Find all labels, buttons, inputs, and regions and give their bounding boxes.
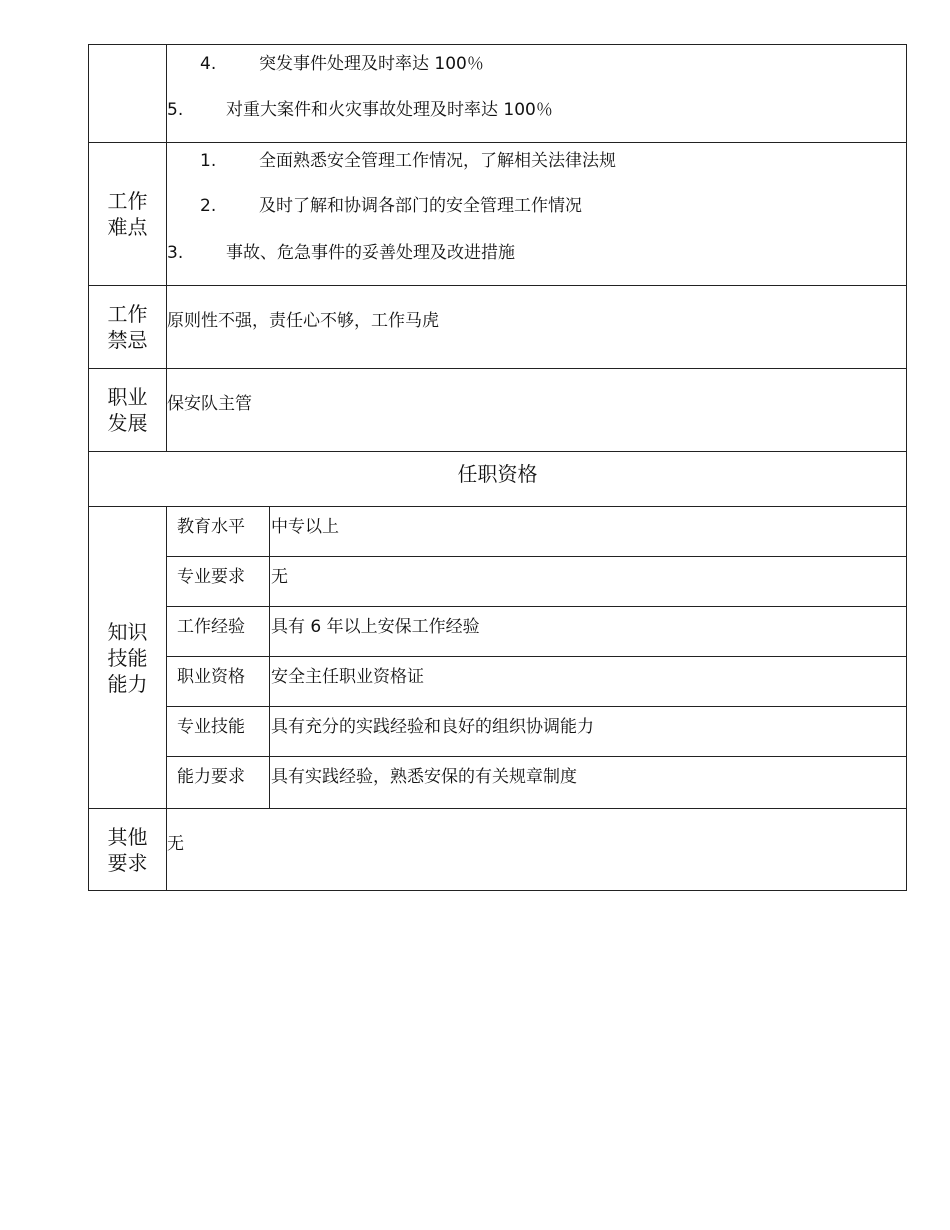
list-item	[167, 238, 515, 263]
difficulties-label-cell	[89, 143, 167, 285]
item-number: 3.	[167, 243, 184, 263]
item-text: 事故、危急事件的妥善处理及改进措施	[226, 243, 515, 263]
item-text: 对重大案件和火灾事故处理及时率达 100％	[226, 100, 553, 120]
requirement-name-cell	[167, 557, 270, 606]
difficulties-content	[167, 143, 906, 285]
taboos-row	[89, 286, 906, 369]
requirement-name: 专业技能	[177, 717, 245, 737]
qualification-title: 任职资格	[457, 462, 538, 486]
taboos-text: 原则性不强，责任心不够，工作马虎	[167, 311, 439, 331]
qualification-title-cell	[89, 452, 906, 506]
requirement-value: 具有 6 年以上安保工作经验	[271, 617, 480, 637]
item-number: 2.	[200, 196, 217, 216]
item-text: 及时了解和协调各部门的安全管理工作情况	[259, 196, 582, 216]
table-row	[167, 557, 906, 607]
requirement-value: 安全主任职业资格证	[271, 667, 424, 687]
job-description-table	[88, 44, 907, 891]
requirement-name-cell	[167, 507, 270, 556]
item-text: 全面熟悉安全管理工作情况，了解相关法律法规	[259, 151, 616, 171]
other-text: 无	[167, 834, 184, 854]
list-item	[200, 49, 484, 74]
career-content	[167, 369, 906, 451]
list-item	[200, 191, 582, 216]
difficulties-row	[89, 143, 906, 286]
goals-row	[89, 45, 906, 143]
requirement-name: 教育水平	[177, 517, 245, 537]
knowledge-label: 知识技能能力	[107, 619, 148, 696]
list-item	[167, 95, 553, 120]
requirement-value: 具有实践经验，熟悉安保的有关规章制度	[271, 767, 577, 787]
career-label-cell	[89, 369, 167, 451]
taboos-content	[167, 286, 906, 368]
other-content	[167, 809, 906, 890]
item-number: 5.	[167, 100, 184, 120]
requirement-name-cell	[167, 757, 270, 808]
difficulties-label: 工作难点	[107, 189, 148, 239]
requirement-name: 能力要求	[177, 767, 245, 787]
requirement-name: 专业要求	[177, 567, 245, 587]
table-row	[167, 507, 906, 557]
list-item	[200, 146, 616, 171]
table-row	[167, 757, 906, 808]
requirement-value: 无	[271, 567, 288, 587]
taboos-label: 工作禁忌	[107, 302, 148, 352]
knowledge-label-cell	[89, 507, 167, 808]
taboos-label-cell	[89, 286, 167, 368]
item-number: 1.	[200, 151, 217, 171]
requirement-name-cell	[167, 707, 270, 756]
table-row	[167, 707, 906, 757]
knowledge-row	[89, 507, 906, 809]
goals-label-cell	[89, 45, 167, 142]
career-row	[89, 369, 906, 452]
other-label: 其他要求	[107, 824, 148, 875]
table-row	[167, 657, 906, 707]
requirement-name: 工作经验	[177, 617, 245, 637]
knowledge-content	[167, 507, 906, 808]
career-label: 职业发展	[107, 385, 148, 435]
requirement-value: 具有充分的实践经验和良好的组织协调能力	[271, 717, 594, 737]
requirement-name-cell	[167, 657, 270, 706]
qualification-title-row	[89, 452, 906, 507]
item-text: 突发事件处理及时率达 100％	[259, 54, 484, 74]
requirement-value: 中专以上	[271, 517, 339, 537]
career-text: 保安队主管	[167, 394, 252, 414]
goals-content	[167, 45, 906, 142]
item-number: 4.	[200, 54, 217, 74]
other-label-cell	[89, 809, 167, 890]
requirement-name-cell	[167, 607, 270, 656]
requirement-name: 职业资格	[177, 667, 245, 687]
other-row	[89, 809, 906, 890]
table-row	[167, 607, 906, 657]
